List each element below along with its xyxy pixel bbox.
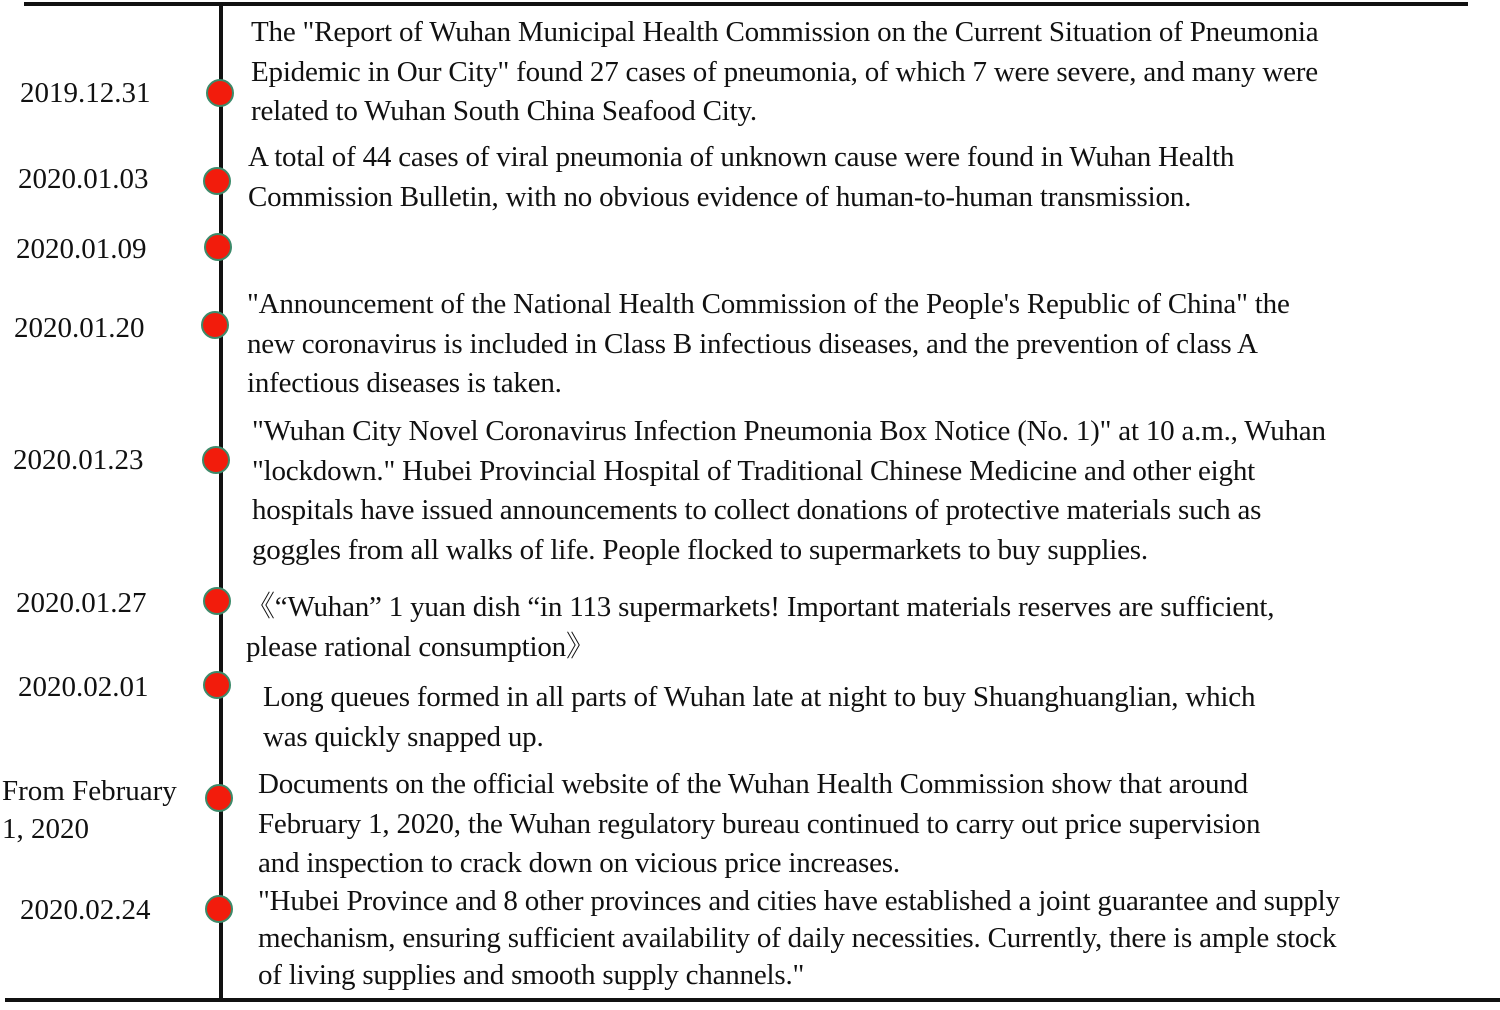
description-line: Epidemic in Our City" found 27 cases of pneumonia, of which 7 were severe, and many were [251, 55, 1318, 88]
event-description [263, 678, 1255, 757]
event-date: 2020.02.24 [20, 894, 151, 926]
description-line: "lockdown." Hubei Provincial Hospital of Traditional Chinese Medicine and other eight [252, 454, 1255, 487]
event-marker-icon [204, 233, 232, 261]
event-date: 2019.12.31 [20, 77, 151, 109]
description-line: 《“Wuhan” 1 yuan dish “in 113 supermarkets! Important materials reserves are sufficient, [246, 591, 1275, 623]
event-date: 2020.01.23 [13, 444, 144, 476]
description-line: The "Report of Wuhan Municipal Health Commission on the Current Situation of Pneumonia [251, 16, 1319, 48]
event-date: 2020.02.01 [18, 671, 149, 703]
description-line: related to Wuhan South China Seafood City. [251, 95, 757, 127]
top-rule [24, 2, 1468, 6]
event-marker-icon [205, 784, 233, 812]
description-line: please rational consumption》 [246, 630, 595, 663]
event-marker-icon [203, 167, 231, 195]
event-description [258, 765, 1260, 884]
description-line: was quickly snapped up. [263, 720, 544, 753]
event-marker-icon [205, 895, 233, 923]
event-date: 2020.01.20 [14, 312, 145, 344]
description-line: infectious diseases is taken. [247, 367, 562, 399]
event-date: 2020.01.27 [16, 587, 147, 619]
description-line: hospitals have issued announcements to collect donations of protective materials such as [252, 494, 1262, 526]
event-marker-icon [202, 446, 230, 474]
bottom-rule [5, 998, 1500, 1002]
event-marker-icon [203, 671, 231, 699]
event-date [2, 772, 177, 848]
description-line: and inspection to crack down on vicious price increases. [258, 847, 900, 879]
timeline-axis [219, 4, 223, 1000]
description-line: of living supplies and smooth supply channels." [258, 959, 805, 991]
event-date: 2020.01.03 [18, 163, 149, 195]
event-date-line: 1, 2020 [2, 813, 89, 845]
event-description [251, 13, 1318, 132]
description-line: A total of 44 cases of viral pneumonia of unknown cause were found in Wuhan Health [248, 141, 1235, 173]
description-line: Documents on the official website of the Wuhan Health Commission show that around [258, 768, 1248, 800]
event-description [248, 138, 1234, 217]
event-date-line: From February [2, 775, 177, 807]
event-date: 2020.01.09 [16, 233, 147, 265]
description-line: Commission Bulletin, with no obvious evidence of human-to-human transmission. [248, 180, 1192, 213]
event-description [246, 588, 1274, 667]
event-marker-icon [206, 79, 234, 107]
description-line: mechanism, ensuring sufficient availability of daily necessities. Currently, there is ample stock [258, 922, 1337, 954]
description-line: Long queues formed in all parts of Wuhan late at night to buy Shuanghuanglian, which [263, 681, 1256, 713]
event-marker-icon [201, 311, 229, 339]
event-description [252, 412, 1326, 570]
event-marker-icon [203, 587, 231, 615]
description-line: goggles from all walks of life. People flocked to supermarkets to buy supplies. [252, 533, 1148, 566]
description-line: new coronavirus is included in Class B infectious diseases, and the prevention of class A [247, 327, 1258, 360]
description-line: "Announcement of the National Health Commission of the People's Republic of China" the [247, 288, 1290, 320]
description-line: "Hubei Province and 8 other provinces and cities have established a joint guarantee and supply [258, 885, 1340, 917]
event-description [258, 883, 1340, 994]
description-line: February 1, 2020, the Wuhan regulatory bureau continued to carry out price supervision [258, 807, 1261, 840]
description-line: "Wuhan City Novel Coronavirus Infection Pneumonia Box Notice (No. 1)" at 10 a.m., Wuhan [252, 415, 1326, 447]
event-description [247, 285, 1290, 404]
